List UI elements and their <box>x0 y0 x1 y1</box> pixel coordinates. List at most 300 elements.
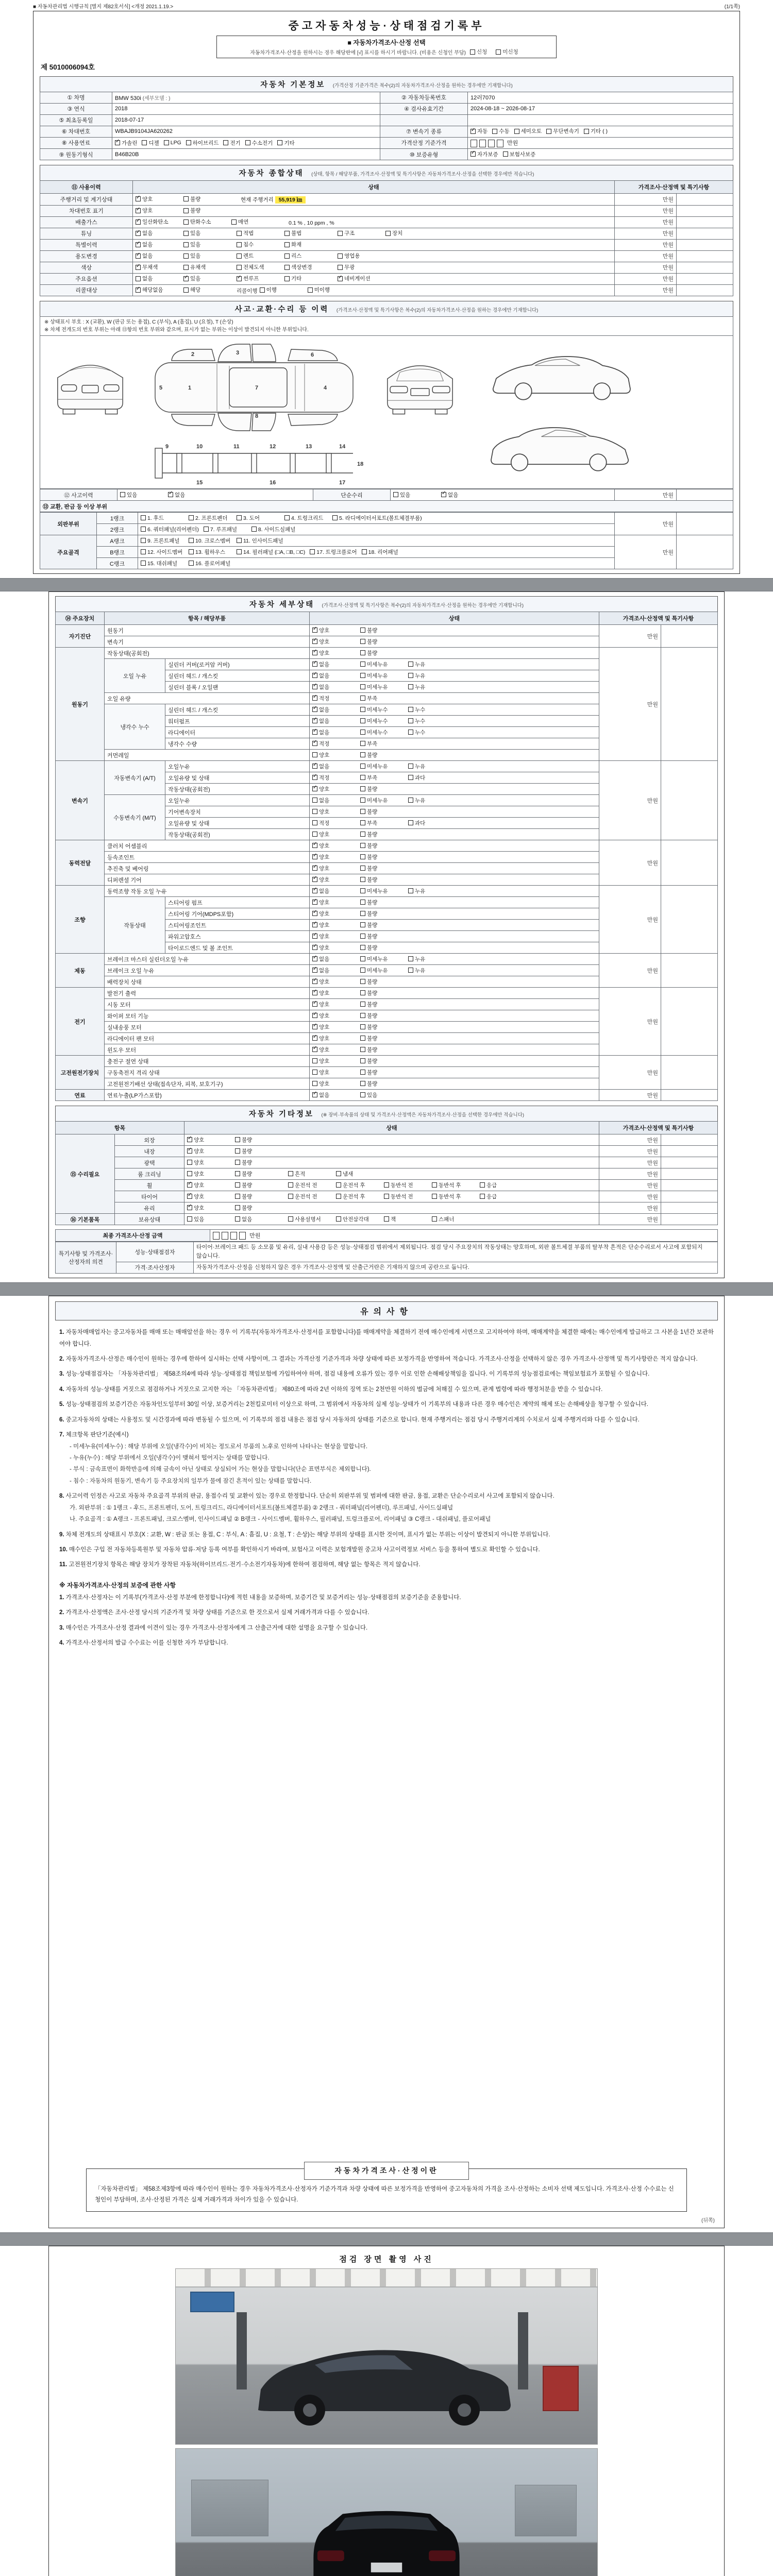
checkbox-불량[interactable] <box>360 989 404 997</box>
checkbox-box <box>164 140 169 145</box>
page-number: (1/1쪽) <box>724 4 740 10</box>
checkbox-불량[interactable] <box>360 978 404 986</box>
checkbox-미세누유[interactable] <box>360 887 404 895</box>
checkbox-불량[interactable] <box>360 626 404 634</box>
checkbox-미세누유[interactable] <box>360 660 404 668</box>
checkbox-불량[interactable] <box>235 1170 278 1178</box>
checkbox-불량[interactable] <box>360 751 404 759</box>
checkbox-수소전기[interactable] <box>245 139 273 147</box>
checkbox-box <box>338 265 343 270</box>
checkbox-불량[interactable] <box>235 1136 278 1144</box>
checkbox-불량[interactable] <box>360 1023 404 1031</box>
checkbox-있음[interactable] <box>120 491 163 499</box>
checkbox-양호[interactable] <box>187 1181 230 1189</box>
panel-group-name: 외판부위 <box>40 513 97 535</box>
checkbox-일산화탄소[interactable] <box>136 218 179 226</box>
checkbox-흔적[interactable] <box>288 1170 331 1178</box>
option-group <box>237 275 332 283</box>
checkbox-운전석 후[interactable] <box>336 1193 379 1200</box>
checkbox-없음[interactable] <box>312 796 356 804</box>
item-state <box>310 954 599 965</box>
checkbox-label: 2. 프론트펜더 <box>195 515 228 521</box>
note-item: 3. 성능·상태점검자는 「자동차관리법」 제58조의4에 따라 성능·상태점검 책임보험에 가입하여야 하며, 점검 내용에 오류가 있는 경우 이로 인한 손해배상책임을 집니다. 이 기록부의 성능점검료에는 책임보험료가 포함될 수 있습니다. <box>59 1371 650 1378</box>
checkbox-10. 크로스멤버[interactable] <box>189 537 232 545</box>
checkbox-불량[interactable] <box>360 944 404 952</box>
checkbox-냄새[interactable] <box>336 1170 379 1178</box>
checkbox-누유[interactable] <box>408 967 451 974</box>
checkbox-9. 프론트패널[interactable] <box>141 537 184 545</box>
checkbox-유채색[interactable] <box>183 263 227 271</box>
checkbox-label: 동반석 전 <box>391 1182 413 1189</box>
checkbox-불량[interactable] <box>360 831 404 838</box>
item-name: 변속기 <box>105 636 310 648</box>
checkbox-12. 사이드멤버[interactable] <box>141 548 184 556</box>
checkbox-양호[interactable] <box>312 1001 356 1008</box>
checkbox-누수[interactable] <box>408 728 451 736</box>
checkbox-불량[interactable] <box>360 785 404 793</box>
checkbox-불량[interactable] <box>360 649 404 657</box>
checkbox-미세누유[interactable] <box>360 672 404 680</box>
field-label: ⑧ 사용연료 <box>40 137 112 149</box>
checkbox-누유[interactable] <box>408 796 451 804</box>
checkbox-양호[interactable] <box>312 933 356 940</box>
checkbox-불량[interactable] <box>235 1159 278 1166</box>
checkbox-누수[interactable] <box>408 717 451 725</box>
checkbox-label: 누유 <box>415 956 426 962</box>
checkbox-LPG[interactable] <box>164 140 181 146</box>
checkbox-없음[interactable] <box>441 491 484 499</box>
checkbox-해당[interactable] <box>183 286 227 294</box>
warranty-item: 4. 가격조사·산정서의 발급 수수료는 이를 신청한 자가 부담합니다. <box>59 1640 228 1647</box>
checkbox-없음[interactable] <box>168 491 211 499</box>
checkbox-미세누유[interactable] <box>360 967 404 974</box>
warranty-item: 1. 가격조사·산정자는 이 기록부(가격조사·산정 부분에 한정합니다)에 적힌 내용을 보증하며, 보증기간 및 보증거리는 성능·상태점검의 보증기준을 준용합니다. <box>59 1594 461 1601</box>
checkbox-없음[interactable] <box>312 967 356 974</box>
checkbox-양호[interactable] <box>312 751 356 759</box>
checkbox-자가보증[interactable] <box>470 150 498 158</box>
checkbox-누유[interactable] <box>408 955 451 963</box>
item-state <box>310 874 599 886</box>
checkbox-box <box>312 798 317 803</box>
checkbox-동반석 후[interactable] <box>432 1181 475 1189</box>
checkbox-침수[interactable] <box>237 241 280 248</box>
usage-row <box>40 262 733 273</box>
checkbox-부족[interactable] <box>360 774 404 782</box>
checkbox-양호[interactable] <box>312 1069 356 1076</box>
checkbox-불량[interactable] <box>360 853 404 861</box>
checkbox-양호[interactable] <box>312 899 356 906</box>
checkbox-미세누수[interactable] <box>360 717 404 725</box>
checkbox-양호[interactable] <box>312 1057 356 1065</box>
checkbox-썬루프[interactable] <box>237 275 280 282</box>
checkbox-양호[interactable] <box>312 831 356 838</box>
checkbox-label: 불량 <box>242 1205 253 1211</box>
document-title: 중고자동차성능·상태점검기록부 <box>288 20 485 32</box>
checkbox-없음[interactable] <box>136 252 179 260</box>
checkbox-label: 운전석 후 <box>343 1193 365 1200</box>
usage-state <box>133 250 615 262</box>
checkbox-양호[interactable] <box>187 1136 230 1144</box>
checkbox-양호[interactable] <box>312 876 356 884</box>
checkbox-label: 불법 <box>291 230 302 237</box>
checkbox-양호[interactable] <box>136 195 179 203</box>
checkbox-동반석 후[interactable] <box>432 1193 475 1200</box>
extra-info-table <box>55 1121 718 1225</box>
simple-repair-state <box>391 489 615 501</box>
checkbox-기타 ( )[interactable] <box>584 127 608 135</box>
checkbox-label: 운전석 전 <box>295 1182 317 1189</box>
checkbox-수동[interactable] <box>492 127 509 135</box>
checkbox-있음[interactable] <box>360 1091 404 1099</box>
checkbox-불량[interactable] <box>235 1181 278 1189</box>
checkbox-양호[interactable] <box>312 1012 356 1020</box>
checkbox-가솔린[interactable] <box>115 139 137 147</box>
checkbox-box <box>514 129 519 134</box>
checkbox-화재[interactable] <box>284 241 328 248</box>
price-amount-cell: 만원 <box>599 886 661 954</box>
checkbox-미세누유[interactable] <box>360 796 404 804</box>
checkbox-적정[interactable] <box>312 819 356 827</box>
checkbox-기타[interactable] <box>277 139 294 147</box>
checkbox-디젤[interactable] <box>142 139 159 147</box>
checkbox-box <box>360 1013 365 1018</box>
price-note-cell <box>676 250 733 262</box>
checkbox-응급[interactable] <box>480 1193 523 1200</box>
checkbox-누유[interactable] <box>408 887 451 895</box>
checkbox-불량[interactable] <box>360 1057 404 1065</box>
checkbox-label: 미세누유 <box>367 672 388 679</box>
checkbox-과다[interactable] <box>408 819 451 827</box>
checkbox-2. 프론트펜더[interactable] <box>189 514 232 522</box>
checkbox-미세누유[interactable] <box>360 955 404 963</box>
checkbox-box <box>183 196 189 201</box>
checkbox-양호[interactable] <box>312 921 356 929</box>
device-row <box>56 625 718 636</box>
svg-text:17: 17 <box>339 480 346 486</box>
checkbox-양호[interactable] <box>312 978 356 986</box>
checkbox-탄화수소[interactable] <box>183 218 227 226</box>
checkbox-있음[interactable] <box>183 229 227 237</box>
checkbox-양호[interactable] <box>312 989 356 997</box>
checkbox-무단변속기[interactable] <box>546 127 579 135</box>
field-value: 2018-07-17 <box>112 114 380 126</box>
checkbox-불량[interactable] <box>360 1080 404 1088</box>
checkbox-7. 루프패널[interactable] <box>204 526 247 533</box>
photo-wall-sign <box>190 2292 234 2312</box>
checkbox-label: 미신청 <box>502 49 518 55</box>
item-name: 냉각수 수량 <box>165 738 310 750</box>
checkbox-label: 있음 <box>190 276 201 282</box>
checkbox-box <box>360 628 365 633</box>
checkbox-미세누유[interactable] <box>360 762 404 770</box>
checkbox-label: 전체도색 <box>243 264 264 271</box>
col-price-note: 가격조사·산정액 및 특기사항 <box>614 181 733 194</box>
checkbox-해당없음[interactable] <box>136 286 179 294</box>
device-row <box>56 648 718 659</box>
page-separator <box>0 2232 773 2246</box>
checkbox-세미오토[interactable] <box>514 127 542 135</box>
checkbox-양호[interactable] <box>136 207 179 214</box>
checkbox-불량[interactable] <box>235 1204 278 1212</box>
checkbox-기타[interactable] <box>284 275 328 282</box>
price-note-cell <box>661 625 717 648</box>
price-digit-box <box>497 140 503 147</box>
checkbox-양호[interactable] <box>312 808 356 816</box>
checkbox-색상변경[interactable] <box>284 263 328 271</box>
checkbox-양호[interactable] <box>312 785 356 793</box>
checkbox-부족[interactable] <box>360 694 404 702</box>
option-group <box>237 229 332 238</box>
checkbox-누수[interactable] <box>408 706 451 714</box>
checkbox-미이행[interactable] <box>308 286 351 294</box>
checkbox-label: 양호 <box>319 854 330 860</box>
checkbox-불량[interactable] <box>183 207 227 214</box>
checkbox-운전석 전[interactable] <box>288 1181 331 1189</box>
price-digit-box <box>222 1232 228 1240</box>
checkbox-불량[interactable] <box>360 842 404 850</box>
item-name: 윈도우 모터 <box>105 1044 310 1056</box>
checkbox-15. 대쉬패널[interactable] <box>141 560 184 567</box>
checkbox-없음[interactable] <box>312 762 356 770</box>
checkbox-있음[interactable] <box>183 275 227 282</box>
checkbox-box <box>136 196 141 201</box>
checkbox-1. 후드[interactable] <box>141 514 184 522</box>
checkbox-box <box>312 730 317 735</box>
note-sub-item: - 누유(누수) : 해당 부위에서 오일(냉각수)이 맺혀서 떨어지는 상태를 말합니다. <box>70 1454 270 1461</box>
checkbox-불량[interactable] <box>183 195 227 203</box>
checkbox-label: 누수 <box>415 729 426 736</box>
checkbox-없음[interactable] <box>312 887 356 895</box>
checkbox-label: 없음 <box>175 492 186 498</box>
price-amount-cell: 만원 <box>599 1090 661 1101</box>
checkbox-무광[interactable] <box>338 263 381 271</box>
checkbox-있음[interactable] <box>183 241 227 248</box>
checkbox-전기[interactable] <box>223 139 240 147</box>
price-note-cell <box>661 1214 717 1225</box>
checkbox-동반석 전[interactable] <box>384 1193 427 1200</box>
checkbox-응급[interactable] <box>480 1181 523 1189</box>
checkbox-장치[interactable] <box>385 229 429 237</box>
checkbox-양호[interactable] <box>312 1080 356 1088</box>
checkbox-렌트[interactable] <box>237 252 280 260</box>
note-sub-item: 가. 외판부위 : ① 1랭크 - 후드, 프론트펜더, 도어, 트렁크리드, 라디에이터서포트(볼트체결부품) ② 2랭크 - 쿼터패널(리어펜더), 루프패널, 사이드실패널 <box>70 1504 453 1511</box>
checkbox-불량[interactable] <box>235 1193 278 1200</box>
checkbox-box <box>384 1182 389 1188</box>
final-price-value <box>210 1230 718 1242</box>
warranty-item: 3. 매수인은 가격조사·산정 결과에 이견이 있는 경우 가격조사·산정자에게 그 산출근거에 대한 설명을 요구할 수 있습니다. <box>59 1624 368 1631</box>
checkbox-부족[interactable] <box>360 740 404 748</box>
checkbox-13. 휠하우스[interactable] <box>189 548 232 556</box>
checkbox-3. 도어[interactable] <box>237 514 280 522</box>
checkbox-양호[interactable] <box>187 1170 230 1178</box>
checkbox-양호[interactable] <box>187 1193 230 1200</box>
checkbox-양호[interactable] <box>312 649 356 657</box>
rank-row <box>40 513 733 524</box>
checkbox-신청[interactable] <box>470 48 487 56</box>
checkbox-불량[interactable] <box>360 1012 404 1020</box>
svg-text:5: 5 <box>159 385 163 392</box>
checkbox-불량[interactable] <box>360 1046 404 1054</box>
checkbox-없음[interactable] <box>312 660 356 668</box>
checkbox-box <box>360 1058 365 1063</box>
checkbox-label: 수동 <box>499 128 510 135</box>
checkbox-영업용[interactable] <box>338 252 381 260</box>
checkbox-box <box>235 1148 240 1154</box>
checkbox-18. 리어패널[interactable] <box>362 548 405 556</box>
checkbox-양호[interactable] <box>312 1023 356 1031</box>
checkbox-불량[interactable] <box>360 1069 404 1076</box>
checkbox-미세누수[interactable] <box>360 728 404 736</box>
checkbox-하이브리드[interactable] <box>186 139 219 147</box>
checkbox-8. 사이드실패널[interactable] <box>251 526 296 533</box>
checkbox-불량[interactable] <box>360 876 404 884</box>
checkbox-불량[interactable] <box>360 1035 404 1042</box>
legend-line-1: ※ 상태표시 부호 : X (교환), W (판금 또는 용접), C (부식), A (흠집), U (요철), T (손상) <box>44 319 233 326</box>
item-name: 라디에이터 팬 모터 <box>105 1033 310 1044</box>
checkbox-무채색[interactable] <box>136 263 179 271</box>
checkbox-없음[interactable] <box>136 229 179 237</box>
checkbox-5. 라디에이터서포트(볼트체결부품)[interactable] <box>332 514 422 522</box>
checkbox-양호[interactable] <box>312 638 356 646</box>
checkbox-운전석 전[interactable] <box>288 1193 331 1200</box>
item-state <box>310 727 599 738</box>
checkbox-양호[interactable] <box>187 1147 230 1155</box>
checkbox-부족[interactable] <box>360 819 404 827</box>
extra-row <box>56 1146 718 1157</box>
checkbox-양호[interactable] <box>312 842 356 850</box>
checkbox-box <box>312 866 317 871</box>
checkbox-box <box>360 888 365 893</box>
checkbox-보험사보증[interactable] <box>503 150 536 158</box>
checkbox-구조[interactable] <box>338 229 381 237</box>
checkbox-없음[interactable] <box>312 955 356 963</box>
price-note-cell <box>661 1056 717 1090</box>
checkbox-있음[interactable] <box>183 252 227 260</box>
checkbox-없음[interactable] <box>312 728 356 736</box>
checkbox-box <box>360 786 365 791</box>
checkbox-불량[interactable] <box>360 865 404 872</box>
checkbox-불량[interactable] <box>360 910 404 918</box>
checkbox-box <box>235 1171 240 1176</box>
checkbox-사용설명서[interactable] <box>288 1215 331 1223</box>
checkbox-스패너[interactable] <box>432 1215 475 1223</box>
checkbox-box <box>470 129 476 134</box>
checkbox-box <box>141 515 146 520</box>
checkbox-box <box>288 1182 293 1188</box>
checkbox-14. 필러패널 (□A, □B, □C)[interactable] <box>237 548 305 556</box>
rank-section-label: ⑬ 교환, 판금 등 이상 부위 <box>40 501 733 512</box>
checkbox-17. 트렁크플로어[interactable] <box>310 548 357 556</box>
checkbox-리스[interactable] <box>284 252 328 260</box>
checkbox-적정[interactable] <box>312 774 356 782</box>
checkbox-안전삼각대[interactable] <box>336 1215 379 1223</box>
checkbox-운전석 후[interactable] <box>336 1181 379 1189</box>
checkbox-없음[interactable] <box>136 275 179 282</box>
checkbox-불량[interactable] <box>360 921 404 929</box>
checkbox-적법[interactable] <box>237 229 280 237</box>
checkbox-이행[interactable] <box>260 286 303 294</box>
checkbox-불량[interactable] <box>360 899 404 906</box>
checkbox-16. 플로어패널[interactable] <box>189 560 232 567</box>
checkbox-불량[interactable] <box>360 808 404 816</box>
checkbox-label: 불량 <box>367 910 378 917</box>
checkbox-양호[interactable] <box>312 1046 356 1054</box>
checkbox-동반석 전[interactable] <box>384 1181 427 1189</box>
checkbox-네비게이션[interactable] <box>338 275 381 282</box>
checkbox-불량[interactable] <box>360 933 404 940</box>
checkbox-label: 양호 <box>194 1205 205 1211</box>
checkbox-있음[interactable] <box>393 491 436 499</box>
checkbox-label: 4. 트렁크리드 <box>291 515 324 521</box>
checkbox-불량[interactable] <box>360 1001 404 1008</box>
checkbox-누유[interactable] <box>408 762 451 770</box>
checkbox-미신청[interactable] <box>496 48 518 56</box>
checkbox-양호[interactable] <box>312 1035 356 1042</box>
checkbox-미세누유[interactable] <box>360 683 404 691</box>
checkbox-box <box>384 1216 389 1222</box>
checkbox-양호[interactable] <box>312 626 356 634</box>
checkbox-없음[interactable] <box>312 706 356 714</box>
checkbox-불량[interactable] <box>360 638 404 646</box>
checkbox-6. 쿼터패널(리어펜더)[interactable] <box>141 526 199 533</box>
checkbox-불량[interactable] <box>235 1147 278 1155</box>
checkbox-매연[interactable] <box>231 218 275 226</box>
checkbox-box <box>441 492 446 497</box>
price-survey-definition-box <box>86 2168 687 2212</box>
checkbox-양호[interactable] <box>312 853 356 861</box>
checkbox-box <box>235 1205 240 1210</box>
checkbox-양호[interactable] <box>312 865 356 872</box>
checkbox-box <box>183 219 189 225</box>
checkbox-적정[interactable] <box>312 740 356 748</box>
checkbox-불법[interactable] <box>284 229 328 237</box>
usage-row <box>40 228 733 239</box>
extra-row <box>56 1157 718 1168</box>
checkbox-미세누수[interactable] <box>360 706 404 714</box>
checkbox-누유[interactable] <box>408 660 451 668</box>
checkbox-label: 세미오토 <box>520 128 542 135</box>
checkbox-양호[interactable] <box>312 944 356 952</box>
option-group <box>187 1136 283 1144</box>
checkbox-전체도색[interactable] <box>237 263 280 271</box>
checkbox-양호[interactable] <box>187 1204 230 1212</box>
checkbox-없음[interactable] <box>235 1215 278 1223</box>
checkbox-적정[interactable] <box>312 694 356 702</box>
checkbox-4. 트렁크리드[interactable] <box>284 514 328 522</box>
checkbox-없음[interactable] <box>136 241 179 248</box>
checkbox-양호[interactable] <box>187 1159 230 1166</box>
checkbox-11. 인사이드패널[interactable] <box>237 537 283 545</box>
checkbox-box <box>408 968 413 973</box>
checkbox-있음[interactable] <box>187 1215 230 1223</box>
checkbox-없음[interactable] <box>312 672 356 680</box>
checkbox-box <box>336 1216 341 1222</box>
item-state <box>310 829 599 840</box>
checkbox-과다[interactable] <box>408 774 451 782</box>
checkbox-box <box>312 922 317 927</box>
item-name: 스티어링조인트 <box>165 920 310 931</box>
checkbox-누유[interactable] <box>408 672 451 680</box>
checkbox-box <box>260 287 265 293</box>
extra-item-state <box>184 1180 599 1191</box>
checkbox-없음[interactable] <box>312 1091 356 1099</box>
checkbox-없음[interactable] <box>312 683 356 691</box>
checkbox-없음[interactable] <box>312 717 356 725</box>
checkbox-양호[interactable] <box>312 910 356 918</box>
checkbox-자동[interactable] <box>470 127 488 135</box>
checkbox-누유[interactable] <box>408 683 451 691</box>
checkbox-잭[interactable] <box>384 1215 427 1223</box>
